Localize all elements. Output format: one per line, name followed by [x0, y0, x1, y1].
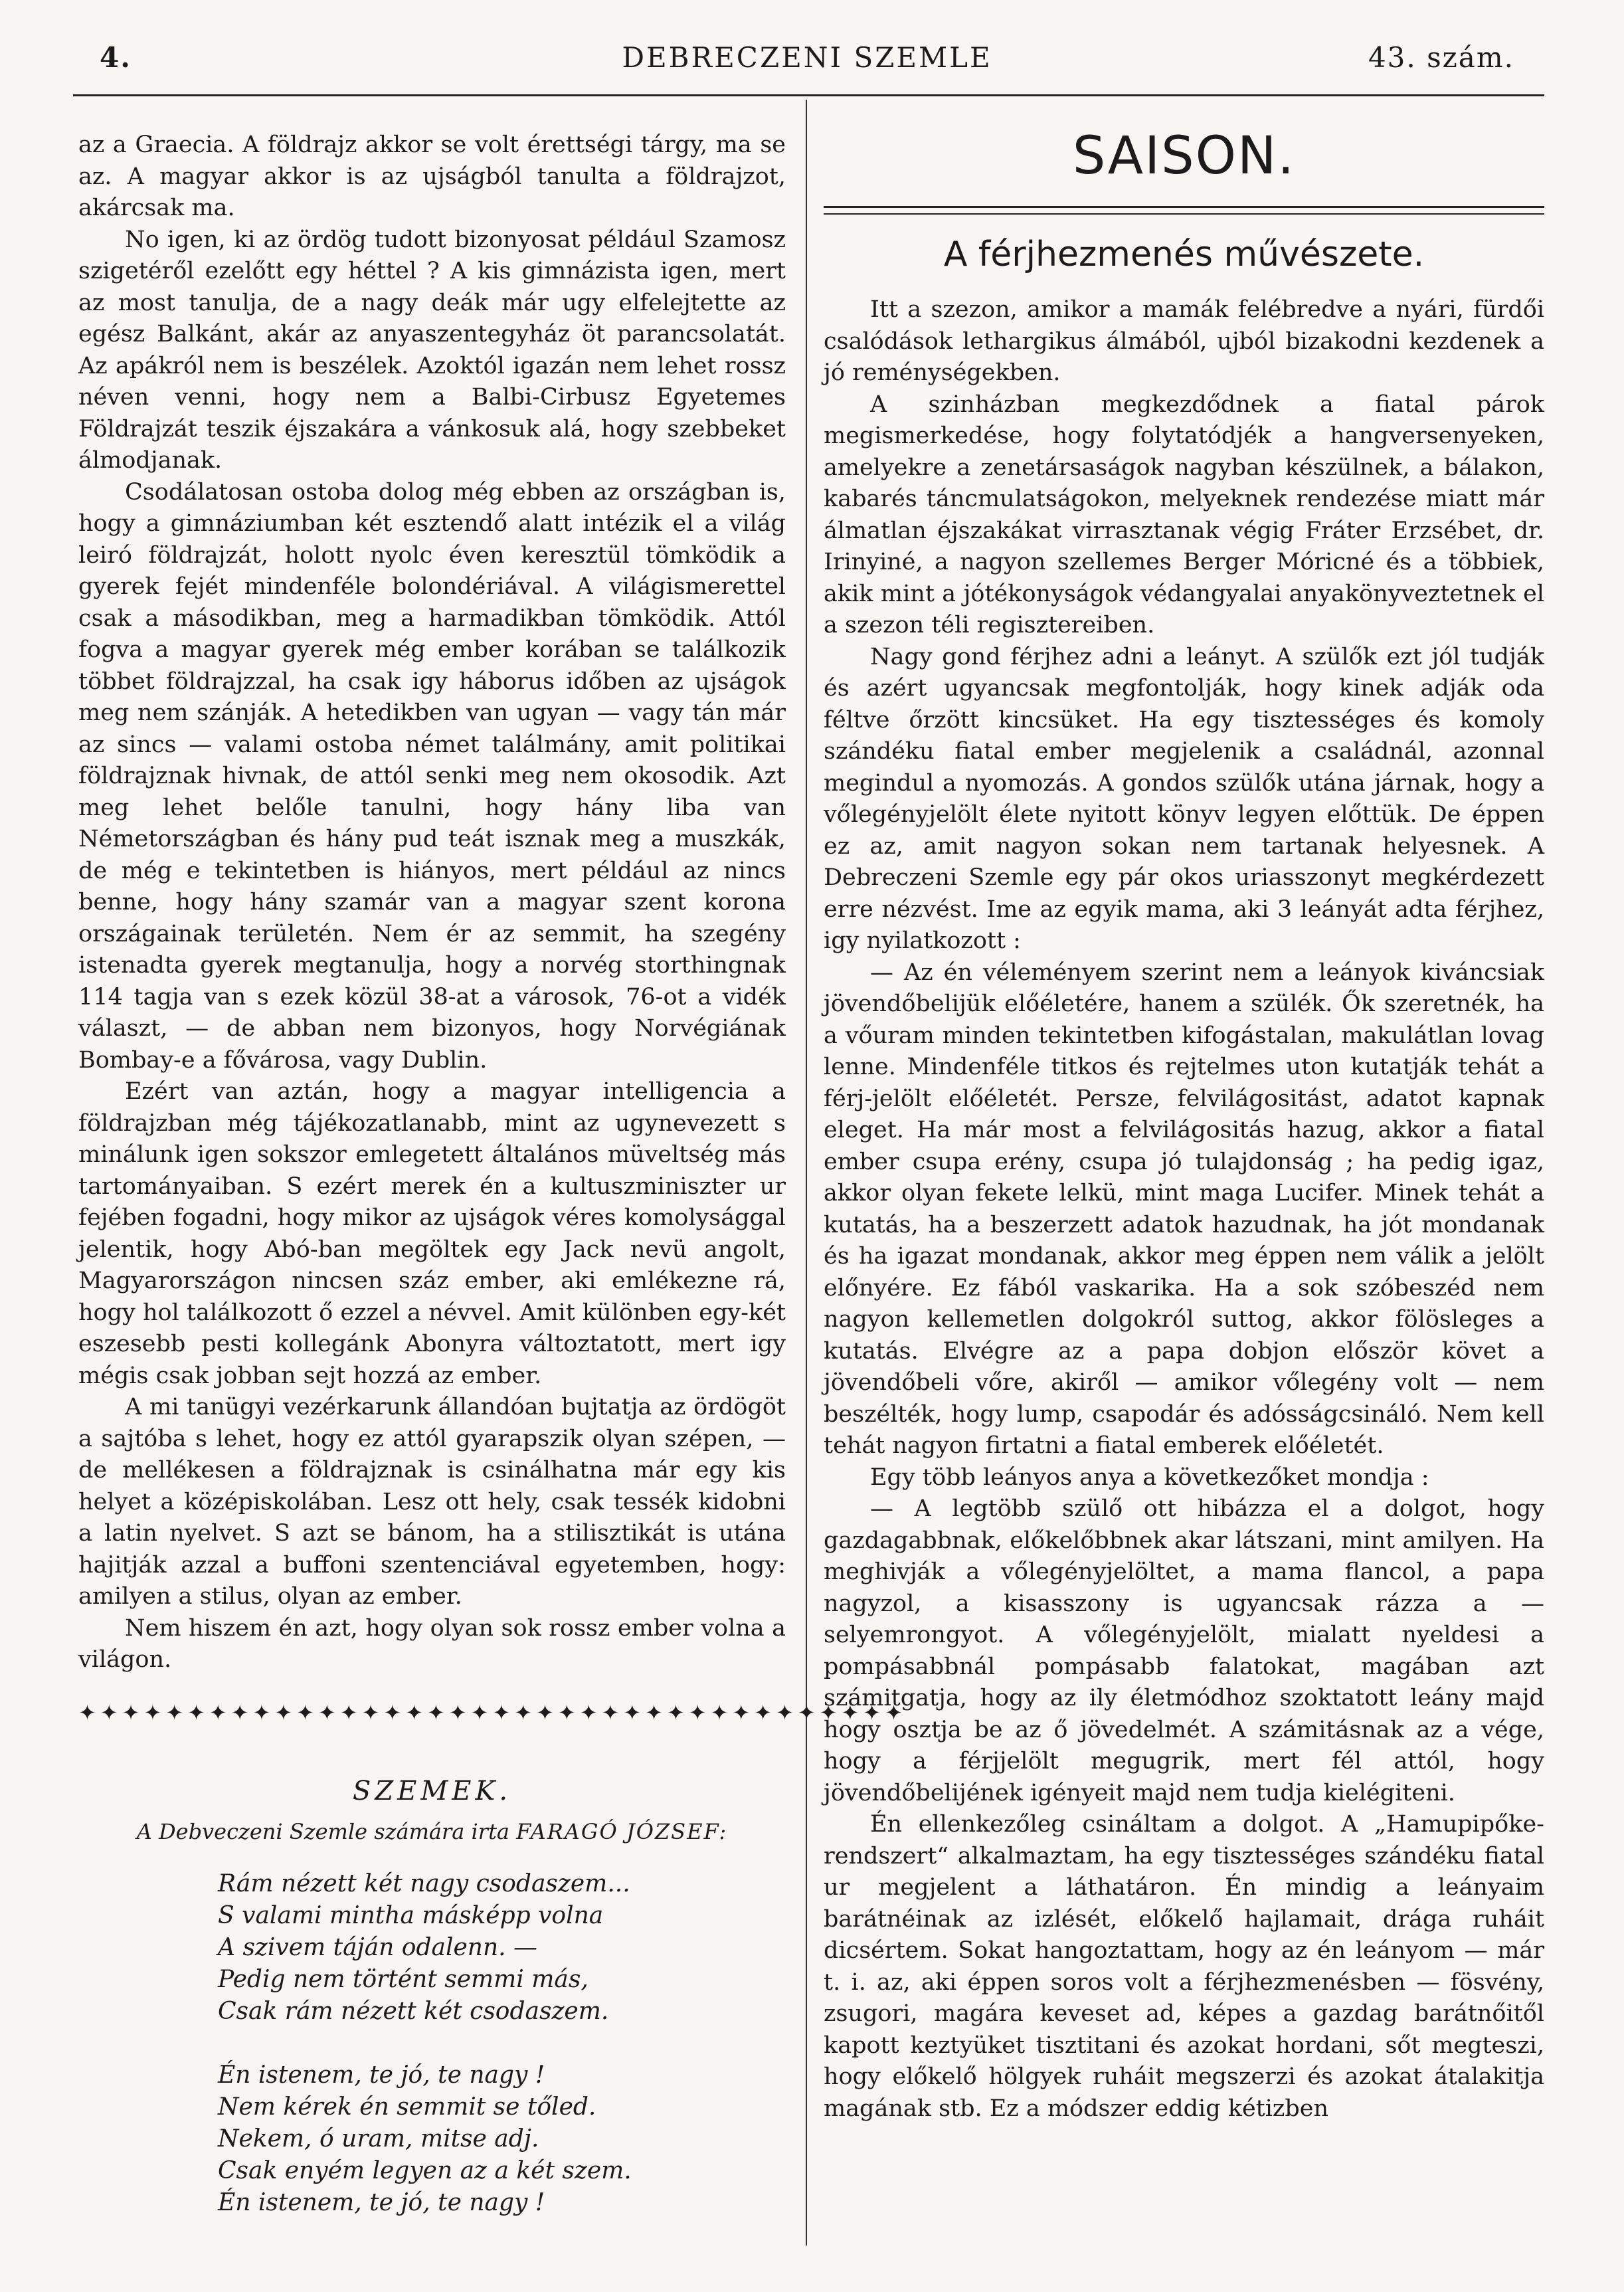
- paragraph: — A legtöbb szülő ott hibázza el a dolgot, hogy gazdagabbnak, előkelőbbnek akar látszani, mint amilyen. Ha meghivják a vőlegényjelöltet, a mama flancol, a papa nagyzol, a kisasszony is ugyancsak rázza a — selyemrongyot. A vőlegényjelölt, mialatt nyeldesi a pompásabbnál pompásabb falatokat, magában azt számitgatja, hogy az ily életmódhoz szoktatott leány majd hogy osztja be az ő jövedelmét. A számitásnak az a vége, hogy a férjjelölt megugrik, mert fél attól, hogy jövendőbelijének igényeit majd nem tudja kielégiteni.: [824, 1495, 1544, 1806]
- paragraph: Én ellenkezőleg csináltam a dolgot. A „Hamupipőke-rendszert“ alkalmaztam, ha egy tisztességes szándéku fiatal ur megjelent a láthatáron. Én mindig a leányaim barátnéinak az izlését, előkelő hajlamait, drága ruháit dicsértem. Sokat hangoztattam, hogy az én leányom — már t. i. az, aki éppen soros volt a férjhezmenésben — fösvény, zsugori, magára keveset ad, képes a gazdag barátnőitől kapott keztyüket tisztitani és azokat hordani, sőt megteszi, hogy előkelő hölgyek ruháit megszerzi és azokat átalakitja magának stb. Ez a módszer eddig kétizben: [824, 1811, 1544, 2122]
- poem-line: S valami mintha másképp volna: [218, 1901, 604, 1929]
- article-title: A férjhezmenés művészete.: [943, 235, 1425, 274]
- ornament-divider: ✦✦✦✦✦✦✦✦✦✦✦✦✦✦✦✦✦✦✦✦✦✦✦✦✦✦✦✦✦✦✦✦✦✦✦✦✦✦: [78, 1699, 907, 1725]
- issue-number: 43. szám.: [1368, 41, 1514, 74]
- poem-line: Én istenem, te jó, te nagy !: [218, 2061, 545, 2089]
- section-rule: [824, 206, 1544, 215]
- paragraph: az a Graecia. A földrajz akkor se volt érettségi tárgy, ma se az. A magyar akkor is az ujságból tanulta a földrajzot, akárcsak ma.: [78, 132, 786, 221]
- poem-stanza: [218, 1868, 786, 2028]
- poem-line: Nekem, ó uram, mitse adj.: [218, 2125, 539, 2152]
- paragraph: Itt a szezon, amikor a mamák felébredve a nyári, fürdői csalódások lethargikus álmából, ujból bizakodni kezdenek a jó reménységekben.: [824, 296, 1544, 386]
- poem-line: Csak rám nézett két csodaszem.: [218, 1997, 609, 2025]
- paragraph: A szinházban megkezdődnek a fiatal párok megismerkedése, hogy folytatódjék a hangversenyeken, amelyekre a zenetársaságok nagyban készülnek, a bálakon, kabarés táncmulatságokon, melyeknek rendezése miatt már álmatlan éjszakákat virrasztanak végig Fráter Erzsébet, dr. Irinyiné, a nagyon szellemes Berger Móricné és a többiek, akik mint a jótékonyságok védangyalai anyakönyveztetnek el a szezon téli regisztereiben.: [824, 391, 1544, 638]
- poem-stanza: [218, 2059, 786, 2219]
- paragraph: — Az én véleményem szerint nem a leányok kiváncsiak jövendőbelijük előéletére, hanem a szülék. Ők szeretnék, ha a vőuram minden tekintetben kifogástalan, makulátlan lovag lenne. Mindenféle titkos és rejtelmes uton kutatják tehát a férj-jelölt előéletét. Persze, felvilágositást, adatot kapnak eleget. Ha már most a felvilágositás hazug, akkor a fiatal ember csupa erény, csupa jó tulajdonság ; ha pedig igaz, akkor olyan fekete lelkü, mint maga Lucifer. Minek tehát a kutatás, ha a beszerzett adatok hazudnak, ha jót mondanak és ha igazat mondanak, akkor meg éppen nem válik a jelölt előnyére. Ez fából vaskarika. Ha a sok szóbeszéd nem nagyon kellemetlen dolgokról suttog, akkor fölösleges a kutatás. Elvégre az a papa dobjon először követ a jövendőbeli vőre, akiről — amikor vőlegény volt — nem beszélték, hogy lump, csapodár és adósságcsináló. Nem kell tehát nagyon firtatni a fiatal emberek előéletét.: [824, 959, 1544, 1459]
- poem-line: Pedig nem történt semmi más,: [218, 1965, 588, 1993]
- poem-line: Rám nézett két nagy csodaszem...: [218, 1869, 630, 1897]
- paragraph: Nagy gond férjhez adni a leányt. A szülők ezt jól tudják és azért ugyancsak megfontolják, hogy kinek adják oda féltve őrzött kincsüket. Ha egy tisztességes és komoly szándéku fiatal ember megjelenik a családnál, azonnal megindul a nyomozás. A gondos szülők utána járnak, hogy a vőlegényjelölt élete nyitott könyv legyen előttük. De éppen ez az, amit nagyon sokan nem tartanak helyesnek. A Debreczeni Szemle egy pár okos uriasszonyt megkérdezett erre nézvést. Ime az egyik mama, aki 3 leányát adta férjhez, igy nyilatkozott :: [824, 643, 1544, 954]
- paragraph: A mi tanügyi vezérkarunk állandóan bujtatja az ördögöt a sajtóba s lehet, hogy ez attól gyarapszik olyan szépen, — de mellékesen a földrajznak is csinálhatna már egy kis helyet a középiskolában. Lesz ott hely, csak tessék kidobni a latin nyelvet. S azt se bánom, ha a stilisztikát is utána hajitják azzal a buffoni szentenciával egyetemben, hogy: amilyen a stilus, olyan az ember.: [78, 1394, 786, 1610]
- paragraph: Ezért van aztán, hogy a magyar intelligencia a földrajzban még tájékozatlanabb, mint az ugynevezett s minálunk igen sokszor emlegetett általános müveltség más tartományaiban. S ezért merek én a kultuszminiszter ur fejében fogadni, hogy mikor az ujságok véres komolysággal jelentik, hogy Abó-ban megöltek egy Jack nevü angolt, Magyarországon nincsen száz ember, aki emlékezne rá, hogy hol találkozott ő ezzel a névvel. Amit különben egy-két eszesebb pesti kollegánk Abonyra változtatott, mert igy mégis csak jobban sejt hozzá az ember.: [78, 1078, 786, 1389]
- paragraph: No igen, ki az ördög tudott bizonyosat például Szamosz szigetéről ezelőtt egy héttel ? A kis gimnázista igen, mert az most tanulja, de a nagy deák már ugy elfelejtette az egész Balkánt, akár az anyaszentegyház öt parancsolatát. Az apákról nem is beszélek. Azoktól igazán nem lehet rossz néven venni, hogy nem a Balbi-Cirbusz Egyetemes Földrajzát teszik éjszakára a vánkosuk alá, hogy szebbeket álmodjanak.: [78, 226, 786, 474]
- page-header: [100, 41, 1514, 88]
- poem-author: FARAGÓ JÓZSEF:: [516, 1819, 728, 1844]
- byline-prefix: A Debveczeni Szemle számára irta: [136, 1819, 509, 1844]
- poem-line: Nem kérek én semmit se tőled.: [218, 2093, 596, 2121]
- paragraph: Nem hiszem én azt, hogy olyan sok rossz ember volna a világon.: [78, 1614, 786, 1673]
- newspaper-title: DEBRECZENI SZEMLE: [622, 41, 992, 74]
- poem-line: Én istenem, te jó, te nagy !: [218, 2188, 545, 2216]
- column-divider: [806, 100, 807, 2245]
- paragraph: Egy több leányos anya a következőket mondja :: [870, 1464, 1429, 1491]
- poem-line: A szivem táján odalenn. —: [218, 1933, 538, 1961]
- section-heading: SAISON.: [1072, 126, 1296, 186]
- right-column: [824, 100, 1544, 2125]
- page-number: 4.: [100, 41, 132, 74]
- poem-line: Csak enyém legyen az a két szem.: [218, 2156, 632, 2184]
- poem-title: SZEMEK.: [352, 1775, 512, 1806]
- left-column: [78, 130, 907, 2251]
- paragraph: Csodálatosan ostoba dolog még ebben az országban is, hogy a gimnáziumban két esztendő alatt intézik el a világ leiró földrajzát, holott nyolc éven keresztül tömködik a gyerek fejét mindenféle bolondériával. A világismerettel csak a másodikban, meg a harmadikban tömködik. Attól fogva a magyar gyerek még ember korában se találkozik többet földrajzzal, ha csak igy háborus időben az ujságok meg nem szánják. A hetedikben van ugyan — vagy tán már az sincs — valami ostoba német találmány, amit politikai földrajznak hivnak, de attól senki meg nem okosodik. Azt meg lehet belőle tanulni, hogy hány liba van Németországban és hány pud teát isznak meg a muszkák, de még e tekintetben is hiányos, mert például az nincs benne, hogy hány szamár van a magyar szent korona országainak területén. Nem ér az semmit, ha szegény istenadta gyerek megtanulja, hogy a norvég storthingnak 114 tagja van s ezek közül 38-at a városok, 76-ot a vidék választ, — de abban nem bizonyos, hogy Norvégiának Bombay-e a fővárosa, vagy Dublin.: [78, 478, 786, 1074]
- poem-byline: [78, 1816, 786, 1848]
- header-rule: [73, 94, 1544, 96]
